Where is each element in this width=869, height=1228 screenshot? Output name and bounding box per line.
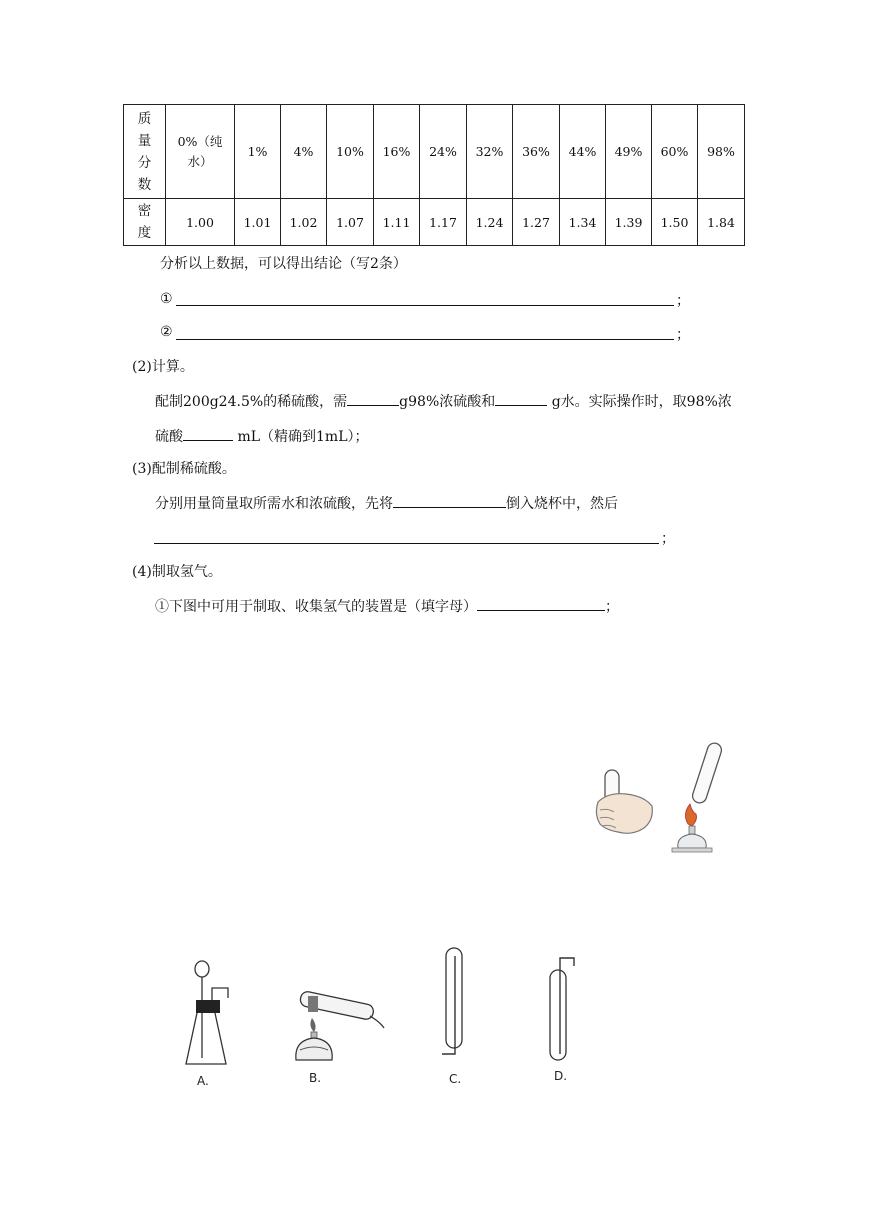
hand-icon <box>596 794 652 834</box>
density-table <box>123 104 745 246</box>
table-cell: 1.01 <box>235 199 281 246</box>
apparatus-a-flask-icon <box>180 958 232 1070</box>
answer-line-2[interactable] <box>176 339 674 340</box>
q3-end: ； <box>661 531 675 547</box>
table-cell: 1.34 <box>560 199 606 246</box>
table-cell: 1.11 <box>374 199 420 246</box>
item1-mark: ① <box>160 291 173 307</box>
table-cell: 10% <box>327 105 374 199</box>
item1-end: ； <box>676 293 690 309</box>
flame-icon <box>685 804 696 826</box>
q4-line1 <box>155 596 619 617</box>
q2-line2 <box>155 426 369 447</box>
table-cell: 44% <box>560 105 606 199</box>
label-a: A. <box>197 1074 209 1088</box>
q2-text-2: g98%浓硫酸和 <box>399 394 496 410</box>
table-cell: 32% <box>467 105 513 199</box>
table-cell: 4% <box>281 105 327 199</box>
table-cell: 49% <box>606 105 652 199</box>
q3-text-2: 倒入烧杯中，然后 <box>506 496 618 512</box>
table-cell: 1.39 <box>606 199 652 246</box>
table-cell: 1.02 <box>281 199 327 246</box>
table-row <box>124 199 745 246</box>
q2-text-3: g水。实际操作时，取98%浓 <box>547 394 732 410</box>
q2-text-1: 配制200g24.5%的稀硫酸，需 <box>155 394 348 410</box>
table-cell: 1.27 <box>513 199 560 246</box>
item2-end: ； <box>676 327 690 343</box>
label-c: C. <box>449 1072 462 1086</box>
q4-end: ； <box>605 599 619 615</box>
q2-line1 <box>155 391 732 412</box>
table-cell: 60% <box>652 105 698 199</box>
table-cell: 1% <box>235 105 281 199</box>
blank-apparatus[interactable] <box>477 596 605 611</box>
label-d: D. <box>554 1069 568 1083</box>
q3-text-1: 分别用量筒量取所需水和浓硫酸，先将 <box>155 496 393 512</box>
q2-text-5: mL（精确到1mL）； <box>233 429 369 445</box>
table-cell: 1.84 <box>698 199 745 246</box>
table-cell: 1.24 <box>467 199 513 246</box>
table-cell: 1.07 <box>327 199 374 246</box>
q3-line1 <box>155 493 618 514</box>
q2-title: (2)计算。 <box>132 359 194 375</box>
blank-pour-first[interactable] <box>393 493 506 508</box>
q3-title: (3)配制稀硫酸。 <box>132 461 236 477</box>
alcohol-lamp-icon <box>672 826 712 852</box>
hydrogen-test-illustration <box>588 740 748 858</box>
table-cell: 16% <box>374 105 420 199</box>
blank-acid-mass[interactable] <box>347 391 399 406</box>
table-cell: 98% <box>698 105 745 199</box>
table-cell: 24% <box>420 105 467 199</box>
blank-acid-volume[interactable] <box>183 426 233 441</box>
label-b: B. <box>309 1071 322 1085</box>
table-row <box>124 105 745 199</box>
q4-title: (4)制取氢气。 <box>132 564 222 580</box>
table-cell: 0%（纯水） <box>166 105 235 199</box>
apparatus-c-tube-icon <box>436 946 472 1064</box>
table-row-header: 密度 <box>124 199 166 246</box>
q2-text-4: 硫酸 <box>155 429 183 445</box>
table-cell: 1.50 <box>652 199 698 246</box>
item2-mark: ② <box>160 324 173 340</box>
apparatus-b-heating-icon <box>288 988 388 1066</box>
apparatus-d-tube-icon <box>544 952 580 1064</box>
answer-line-3[interactable] <box>154 543 659 544</box>
analysis-prompt: 分析以上数据，可以得出结论（写2条） <box>160 256 407 272</box>
blank-water-mass[interactable] <box>495 391 547 406</box>
table-cell: 1.17 <box>420 199 467 246</box>
table-cell: 36% <box>513 105 560 199</box>
inverted-test-tube-icon <box>691 741 723 804</box>
table-cell: 1.00 <box>166 199 235 246</box>
answer-line-1[interactable] <box>176 305 674 306</box>
table-row-header: 质量分数 <box>124 105 166 199</box>
q4-text-1: ①下图中可用于制取、收集氢气的装置是（填字母） <box>155 599 477 615</box>
